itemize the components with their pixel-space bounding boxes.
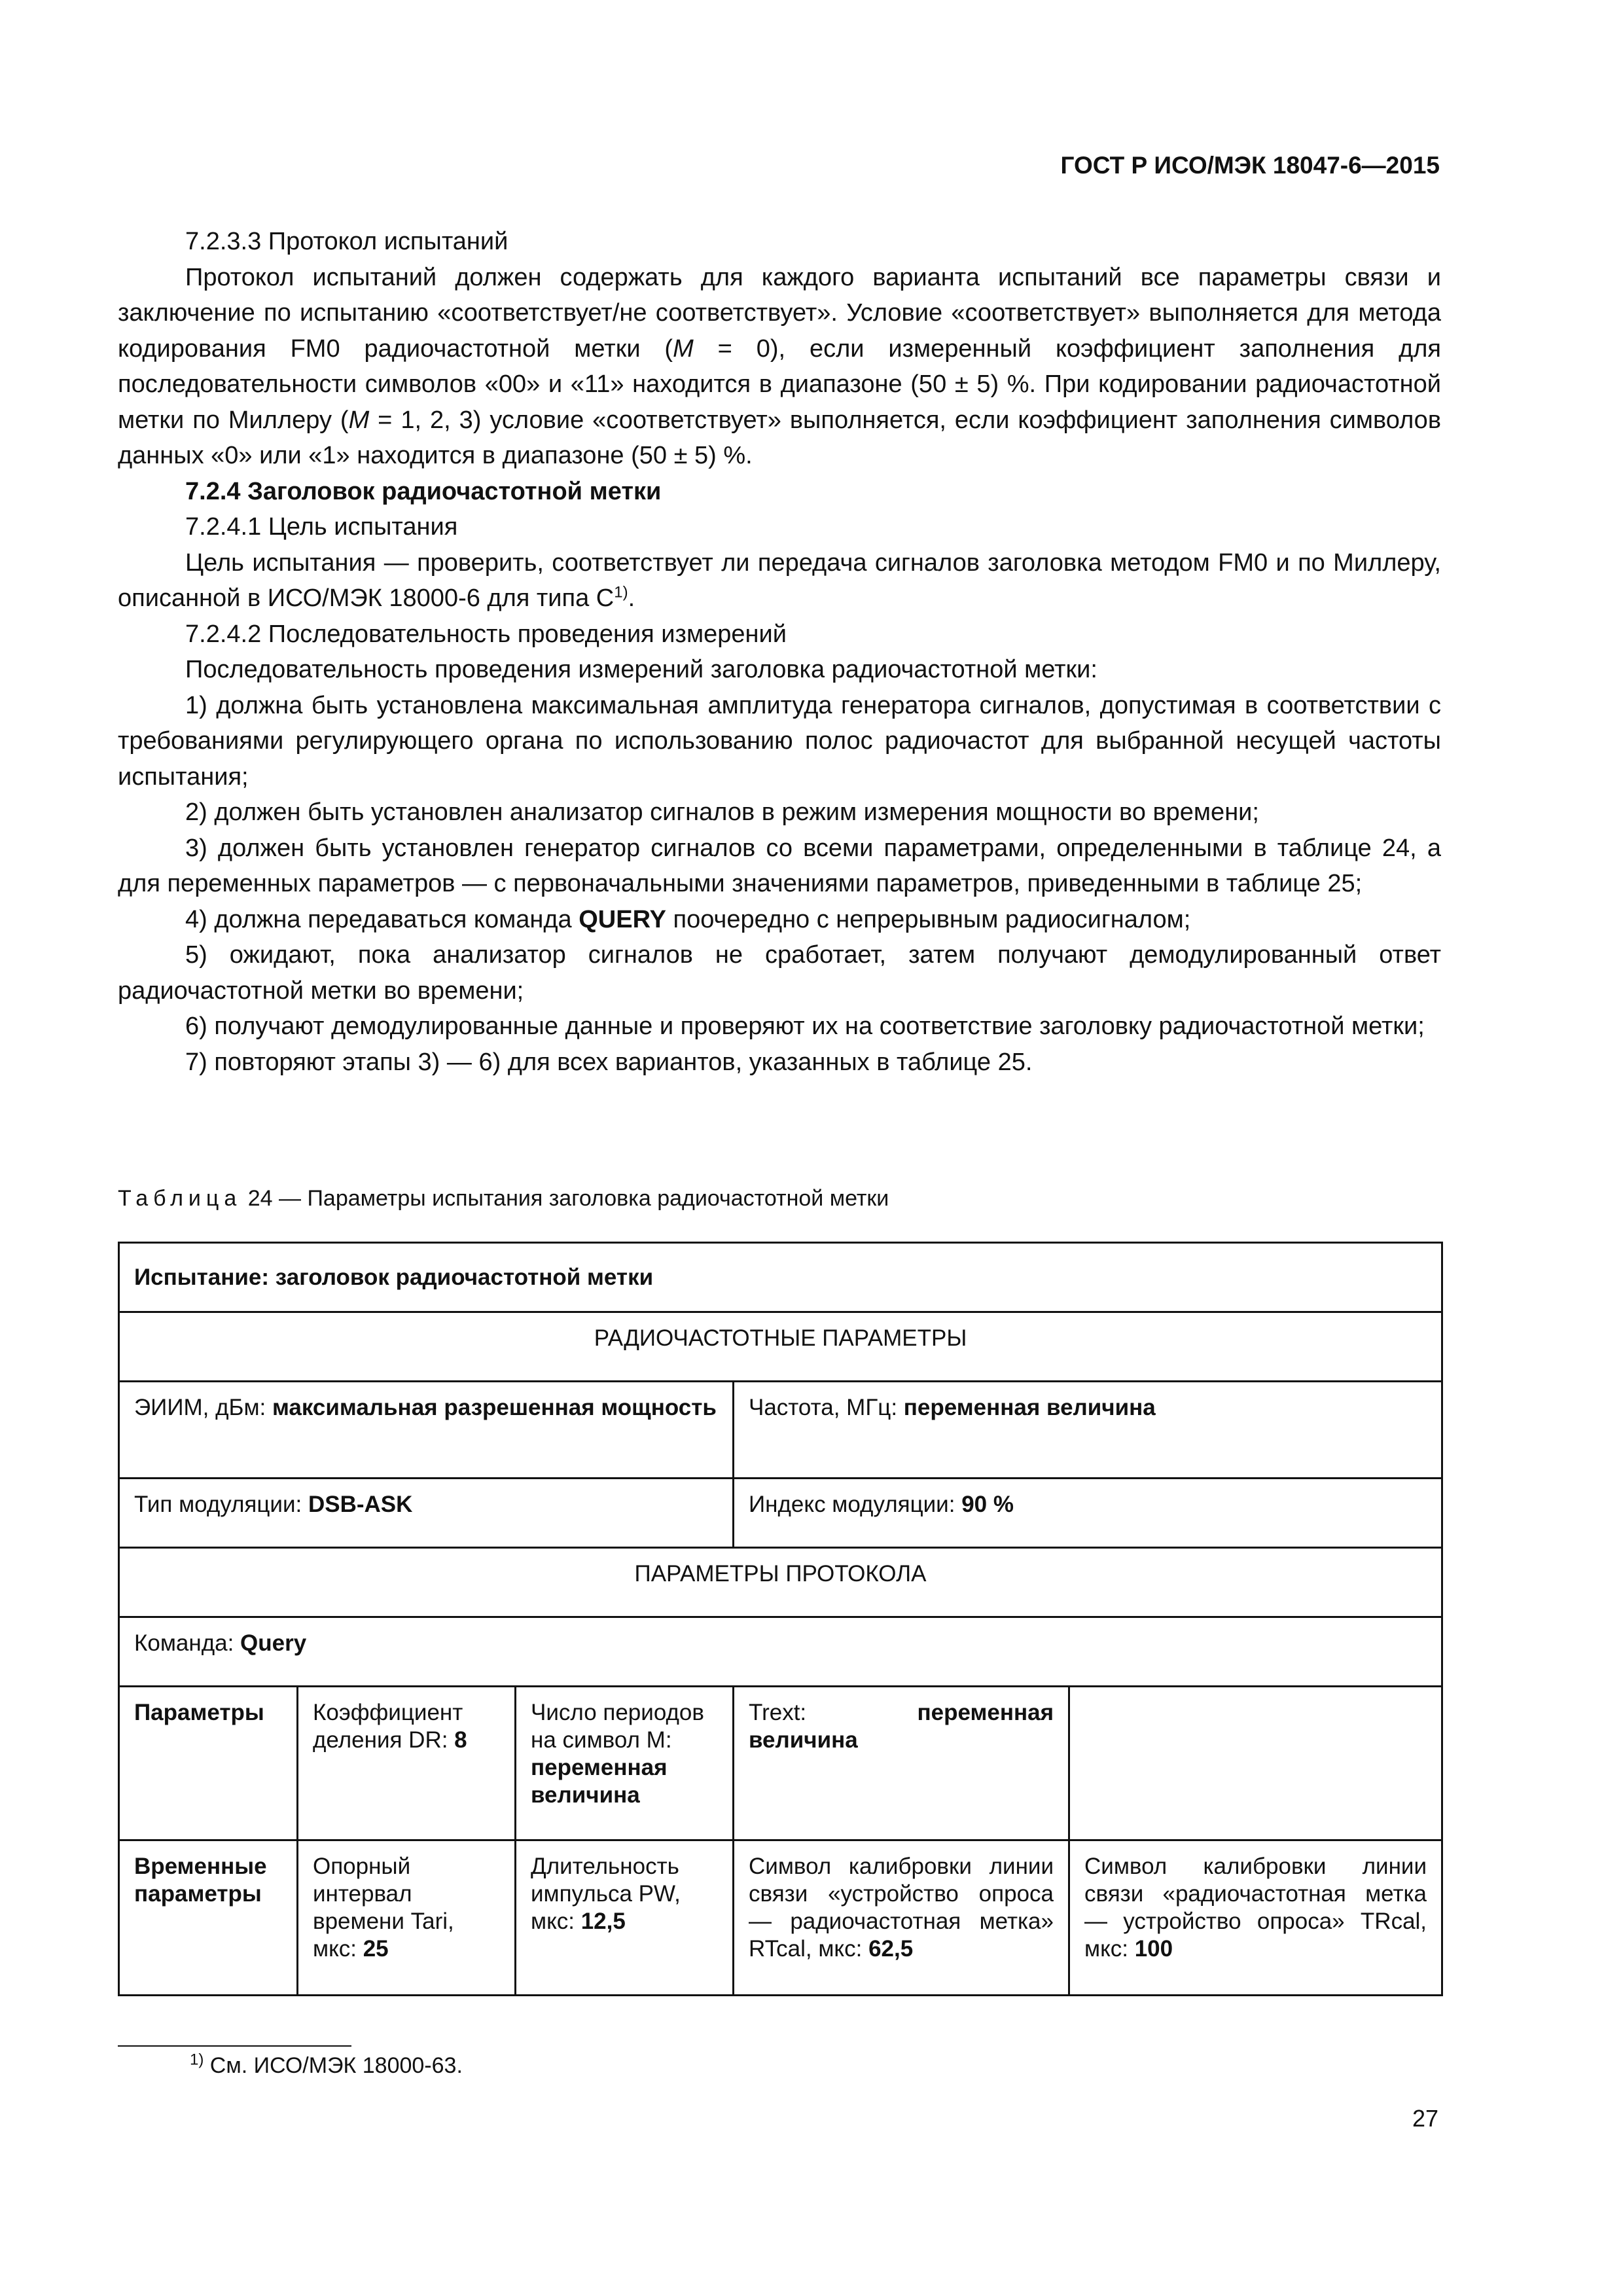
- pulse-width-cell: Длительность импульса PW, мкс: 12,5: [516, 1840, 734, 1996]
- step-3: 3) должен быть установлен генератор сигналов со всеми параметрами, определенными в таблице 24, а для переменных параметров — с первоначальными значениями параметров, приведенными в таблице 25;: [118, 834, 1441, 897]
- modulation-type-cell: Тип модуляции: DSB-ASK: [119, 1479, 734, 1548]
- timing-label-cell: Временные параметры: [119, 1840, 298, 1996]
- rf-parameters-header: РАДИОЧАСТОТНЫЕ ПАРАМЕТРЫ: [119, 1312, 1442, 1382]
- body-text: [118, 224, 1441, 1080]
- step-1: 1) должна быть установлена максимальная амплитуда генератора сигналов, допустимая в соответствии с требованиями регулирующего органа по использованию полос радиочастот для выбранной несущей частоты испытания;: [118, 691, 1441, 791]
- section-7-2-4-1-text: Цель испытания — проверить, соответствует ли передача сигналов заголовка методом FM0 и по Миллеру, описанной в ИСО/МЭК 18000-6 для типа $С^{1)}$.: [118, 548, 1441, 612]
- parameters-label-cell: Параметры: [119, 1687, 298, 1840]
- step-4: 4) должна передаваться команда QUERY поочередно с непрерывным радиосигналом;: [185, 905, 1191, 933]
- cycles-per-symbol-cell: Число периодов на символ М: переменная величина: [516, 1687, 734, 1840]
- section-7-2-3-3-text: Протокол испытаний должен содержать для каждого варианта испытаний все параметры связи и заключение по испытанию «соответствует/не соответствует». Условие «соответствует» выполняется для метода кодирования FM0 радиочастотной метки (M = 0), если измеренный коэффициент заполнения для последовательности символов «00» и «11» находится в диапазоне (50 ± 5) %. При кодировании радиочастотной метки по Миллеру (M = 1, 2, 3) условие «соответствует» выполняется, если коэффициент заполнения символов данных «0» или «1» находится в диапазоне (50 ± 5) %.: [118, 263, 1442, 469]
- rtcal-cell: Символ калибровки линии связи «устройство опроса — радиочастотная метка» RTcal, мкс: 62,5: [734, 1840, 1069, 1996]
- command-cell: Команда: Query: [119, 1617, 1442, 1687]
- trext-cell: Trext: переменная величина: [734, 1687, 1069, 1840]
- document-header: ГОСТ Р ИСО/МЭК 18047-6—2015: [1060, 152, 1440, 179]
- footnote-divider: [118, 2045, 351, 2047]
- step-2: 2) должен быть установлен анализатор сигналов в режим измерения мощности во времени;: [185, 798, 1259, 826]
- step-7: 7) повторяют этапы 3) — 6) для всех вариантов, указанных в таблице 25.: [185, 1048, 1033, 1076]
- step-5: 5) ожидают, пока анализатор сигналов не сработает, затем получают демодулированный ответ радиочастотной метки во времени;: [118, 941, 1441, 1005]
- parameters-table: [118, 1242, 1443, 1996]
- section-7-2-3-3-heading: 7.2.3.3 Протокол испытаний: [185, 228, 508, 255]
- empty-cell: [1069, 1687, 1442, 1840]
- footnote: $^{1)}$ См. ИСО/МЭК 18000-63.: [190, 2051, 463, 2078]
- page-number: 27: [1412, 2105, 1438, 2132]
- section-7-2-4-2-intro: Последовательность проведения измерений заголовка радиочастотной метки:: [185, 656, 1097, 683]
- protocol-parameters-header: ПАРАМЕТРЫ ПРОТОКОЛА: [119, 1548, 1442, 1617]
- section-7-2-4-2-heading: 7.2.4.2 Последовательность проведения измерений: [185, 620, 787, 648]
- footnote-reference: 1): [614, 583, 628, 601]
- step-6: 6) получают демодулированные данные и проверяют их на соответствие заголовку радиочастотной метки;: [185, 1013, 1425, 1040]
- frequency-cell: Частота, МГц: переменная величина: [734, 1382, 1442, 1479]
- trcal-cell: Символ калибровки линии связи «радиочастотная метка — устройство опроса» TRcal, мкс: 100: [1069, 1840, 1442, 1996]
- section-7-2-4-1-heading: 7.2.4.1 Цель испытания: [185, 513, 458, 541]
- tari-cell: Опорный интервал времени Tari, мкс: 25: [298, 1840, 516, 1996]
- table-caption: Таблица 24 — Параметры испытания заголовка радиочастотной метки: [118, 1186, 889, 1211]
- modulation-index-cell: Индекс модуляции: 90 %: [734, 1479, 1442, 1548]
- section-7-2-4-heading: 7.2.4 Заголовок радиочастотной метки: [185, 477, 662, 505]
- divide-ratio-cell: Коэффициент деления DR: 8: [298, 1687, 516, 1840]
- table-title: Испытание: заголовок радиочастотной метки: [119, 1243, 1442, 1312]
- eirp-cell: ЭИИМ, дБм: максимальная разрешенная мощность: [119, 1382, 734, 1479]
